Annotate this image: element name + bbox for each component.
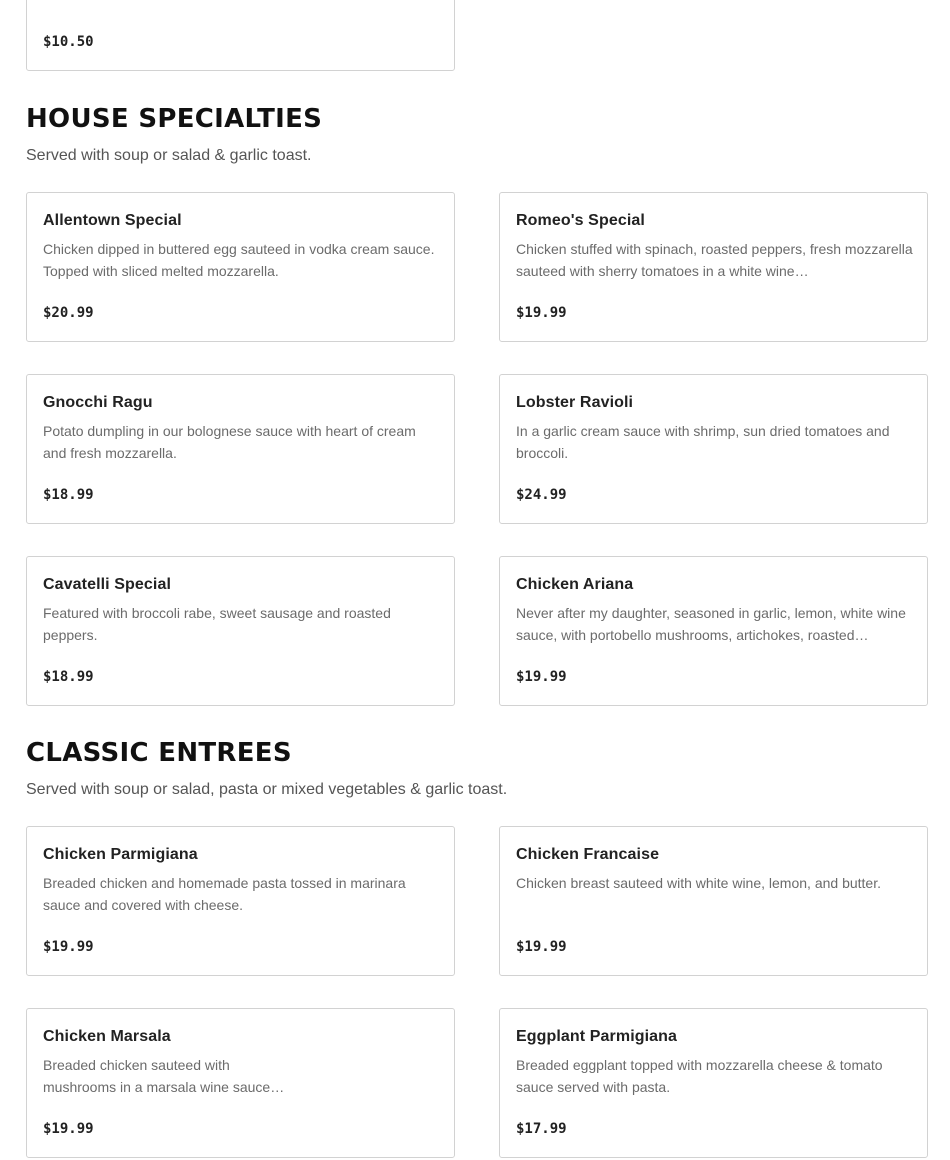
item-price: $17.99 bbox=[516, 1121, 567, 1137]
menu-item-card[interactable] bbox=[26, 0, 455, 71]
item-price: $19.99 bbox=[516, 305, 567, 321]
item-price: $24.99 bbox=[516, 487, 567, 503]
item-name: Chicken Ariana bbox=[516, 576, 634, 593]
item-name: Allentown Special bbox=[43, 212, 182, 229]
menu-item-card[interactable] bbox=[26, 192, 455, 342]
section-subtitle: Served with soup or salad, pasta or mixed vegetables & garlic toast. bbox=[26, 781, 508, 798]
item-description: Breaded eggplant topped with mozzarella cheese & tomato sauce served with pasta. bbox=[516, 1057, 883, 1095]
item-description: Breaded chicken sauteed with mushrooms in a marsala wine sauce… bbox=[43, 1057, 285, 1095]
item-description: Chicken breast sauteed with white wine, lemon, and butter. bbox=[516, 875, 881, 891]
section-title-house-specialties: HOUSE SPECIALTIES bbox=[26, 104, 323, 134]
menu-item-card[interactable] bbox=[26, 374, 455, 524]
menu-item-card[interactable] bbox=[499, 1008, 928, 1158]
item-description: Potato dumpling in our bolognese sauce with heart of cream and fresh mozzarella. bbox=[43, 423, 416, 461]
menu-item-card[interactable] bbox=[499, 374, 928, 524]
menu-item-card[interactable] bbox=[499, 826, 928, 976]
item-name: Cavatelli Special bbox=[43, 576, 171, 593]
item-description: Featured with broccoli rabe, sweet sausage and roasted peppers. bbox=[43, 605, 391, 643]
item-price: $18.99 bbox=[43, 487, 94, 503]
item-price: $10.50 bbox=[43, 34, 94, 50]
item-name: Chicken Francaise bbox=[516, 846, 660, 863]
item-name: Romeo's Special bbox=[516, 212, 645, 229]
menu-item-card[interactable] bbox=[499, 556, 928, 706]
item-price: $18.99 bbox=[43, 669, 94, 685]
item-description: Chicken dipped in buttered egg sauteed in vodka cream sauce. Topped with sliced melted mozzarella. bbox=[43, 241, 435, 279]
menu-item-card[interactable] bbox=[499, 192, 928, 342]
item-name: Gnocchi Ragu bbox=[43, 394, 153, 411]
item-description: Breaded chicken and homemade pasta tossed in marinara sauce and covered with cheese. bbox=[43, 875, 406, 913]
item-price: $19.99 bbox=[43, 939, 94, 955]
item-description: Never after my daughter, seasoned in garlic, lemon, white wine sauce, with portobello mushrooms, artichokes, roasted… bbox=[516, 605, 906, 643]
item-price: $19.99 bbox=[516, 669, 567, 685]
item-description: In a garlic cream sauce with shrimp, sun dried tomatoes and broccoli. bbox=[516, 423, 890, 461]
item-price: $20.99 bbox=[43, 305, 94, 321]
item-description: Chicken stuffed with spinach, roasted peppers, fresh mozzarella sauteed with sherry tomatoes in a white wine… bbox=[516, 241, 913, 279]
item-name: Chicken Marsala bbox=[43, 1028, 171, 1045]
item-price: $19.99 bbox=[43, 1121, 94, 1137]
section-subtitle: Served with soup or salad & garlic toast. bbox=[26, 147, 312, 164]
item-name: Chicken Parmigiana bbox=[43, 846, 198, 863]
item-price: $19.99 bbox=[516, 939, 567, 955]
menu-item-card[interactable] bbox=[26, 1008, 455, 1158]
menu-item-card[interactable] bbox=[26, 826, 455, 976]
item-name: Eggplant Parmigiana bbox=[516, 1028, 678, 1045]
item-name: Lobster Ravioli bbox=[516, 394, 634, 411]
menu-item-card[interactable] bbox=[26, 556, 455, 706]
section-title-classic-entrees: CLASSIC ENTREES bbox=[26, 738, 292, 768]
